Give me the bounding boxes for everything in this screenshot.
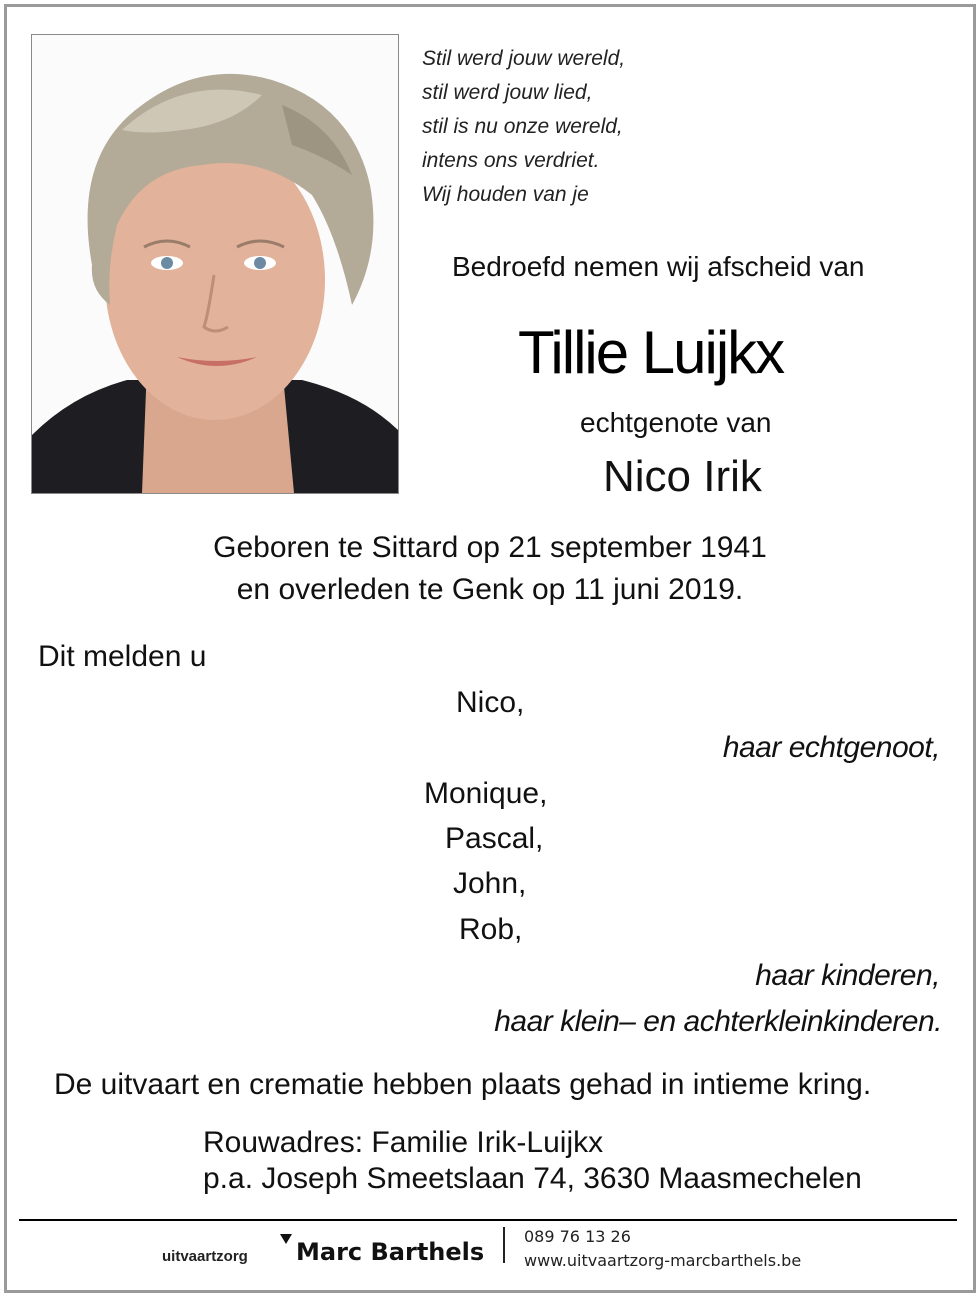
address-line: Rouwadres: Familie Irik-Luijkx [203, 1126, 604, 1159]
life-dates [0, 527, 980, 611]
brand-name: Marc Barthels [296, 1238, 485, 1266]
mourning-address [203, 1125, 862, 1197]
poem-line: Stil werd jouw wereld, [422, 47, 626, 70]
death-line: en overleden te Genk op 11 juni 2019. [236, 573, 744, 606]
deceased-name: Tillie Luijkx [518, 319, 784, 386]
family-husband: Nico, [456, 686, 525, 719]
family-child: Monique, [424, 777, 548, 810]
family-child: John, [453, 867, 527, 900]
announce-label: Dit melden u [38, 640, 207, 673]
family-child: Rob, [459, 913, 523, 946]
footer-separator [503, 1227, 505, 1263]
footer-divider [19, 1219, 957, 1221]
triangle-icon [280, 1234, 292, 1244]
poem-line: stil werd jouw lied, [422, 81, 593, 104]
phone-number: 089 76 13 26 [524, 1227, 631, 1246]
family-child: Pascal, [445, 822, 544, 855]
family-husband-role: haar echtgenoot, [722, 731, 940, 764]
intro-text: Bedroefd nemen wij afscheid van [452, 251, 865, 282]
address-line: p.a. Joseph Smeetslaan 74, 3630 Maasmechelen [203, 1162, 862, 1195]
ceremony-text: De uitvaart en crematie hebben plaats gehad in intieme kring. [54, 1068, 872, 1101]
spouse-label: echtgenote van [580, 407, 772, 438]
poem-line: stil is nu onze wereld, [422, 115, 623, 138]
family-grandchildren-role: haar klein– en achterkleinkinderen. [494, 1005, 942, 1038]
brand-prefix: uitvaartzorg [162, 1248, 248, 1265]
website-link[interactable]: www.uitvaartzorg-marcbarthels.be [524, 1251, 802, 1270]
contact-info [524, 1225, 801, 1273]
portrait-illustration [32, 35, 398, 493]
poem-line: intens ons verdriet. [422, 149, 600, 172]
portrait-photo [31, 34, 399, 494]
poem [422, 42, 625, 212]
birth-line: Geboren te Sittard op 21 september 1941 [213, 531, 767, 564]
spouse-name: Nico Irik [603, 452, 762, 501]
poem-line: Wij houden van je [422, 183, 589, 206]
family-children-role: haar kinderen, [755, 959, 940, 992]
